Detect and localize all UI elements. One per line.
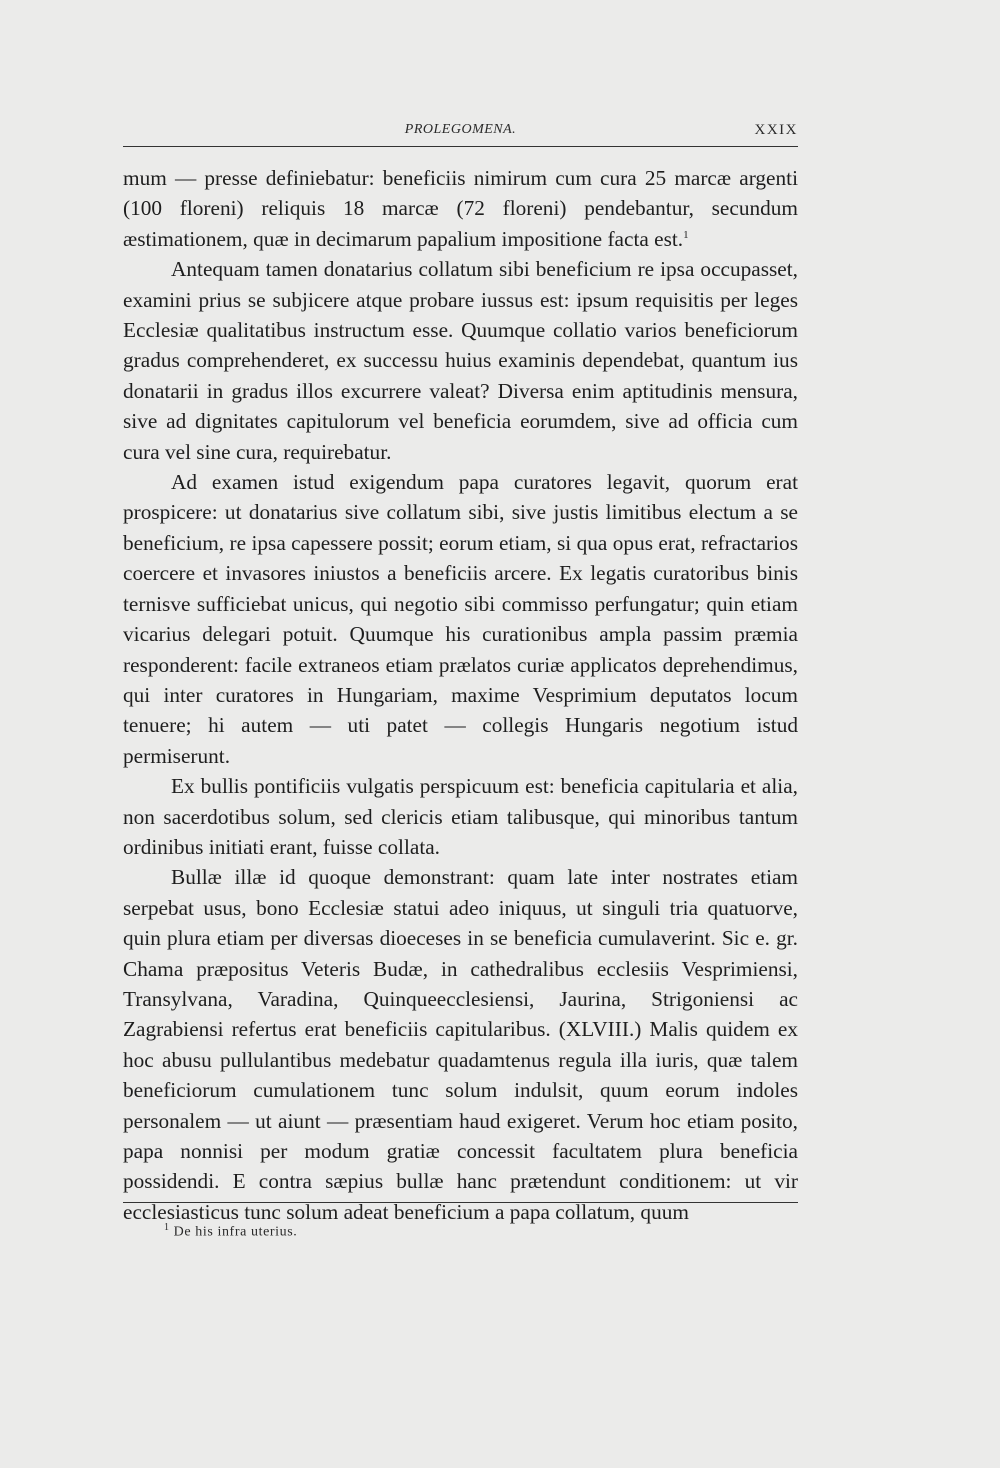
page-header xyxy=(123,122,798,147)
paragraph-1-text: mum — presse definiebatur: beneficiis nimirum cum cura 25 marcæ argenti (100 floreni) reliquis 18 marcæ (72 floreni) pendebantur, secundum æstimationem, quæ in decimarum papalium impositione facta est. xyxy=(123,166,798,251)
paragraph-5: Bullæ illæ id quoque demonstrant: quam late inter nostrates etiam serpebat usus, bono Ecclesiæ statui adeo iniquus, ut singuli tria quatuorve, quin plura etiam per diversas dioeceses in se beneficia cumulaverint. Sic e. gr. Chama præpositus Veteris Budæ, in cathedralibus ecclesiis Vesprimiensi, Transylvana, Varadina, Quinqueecclesiensi, Jaurina, Strigoniensi ac Zagrabiensi refertus erat beneficiis capitularibus. (XLVIII.) Malis quidem ex hoc abusu pullulantibus medebatur quadamtenus regula illa iuris, quæ talem beneficiorum cumulationem tunc solum indulsit, quum eorum indoles personalem — ut aiunt — præsentiam haud exigeret. Verum hoc etiam posito, papa nonnisi per modum gratiæ concessit facultatem plura beneficia possidendi. E contra sæpius bullæ hanc prætendunt conditionem: ut vir ecclesiasticus tunc solum adeat beneficium a papa collatum, quum xyxy=(123,865,798,1224)
paragraph-2: Antequam tamen donatarius collatum sibi beneficium re ipsa occupasset, examini prius se subjicere atque probare iussus est: ipsum requisitis per leges Ecclesiæ qualitatibus instructum esse. Quumque collatio varios beneficiorum gradus comprehenderet, ex successu huius examinis dependebat, quantum ius donatarii in gradus illos excurrere valeat? Diversa enim aptitudinis mensura, sive ad dignitates capitulorum vel beneficia eorumdem, sive ad officia cum cura vel sine cura, requirebatur. xyxy=(123,257,798,464)
running-head: PROLEGOMENA. xyxy=(404,122,517,137)
paragraph-1 xyxy=(123,163,798,254)
footnote xyxy=(164,1222,297,1241)
footnote-divider xyxy=(123,1202,798,1203)
footnote-text: De his infra uterius. xyxy=(173,1224,298,1240)
paragraph-4: Ex bullis pontificiis vulgatis perspicuum est: beneficia capitularia et alia, non sacerdotibus solum, sed clericis etiam talibusque, qui minoribus tantum ordinibus initiati erant, fuisse collata. xyxy=(123,774,798,859)
footnote-mark: 1 xyxy=(164,1222,170,1233)
page-number: XXIX xyxy=(754,122,798,138)
footnote-reference: 1 xyxy=(683,228,689,241)
paragraph-3: Ad examen istud exigendum papa curatores legavit, quorum erat prospicere: ut donatarius sive collatum sibi, sive justis limitibus electum a se beneficium, re ipsa capessere possit; eorum etiam, si qua opus erat, refractarios coercere et invasores iniustos a beneficiis arcere. Ex legatis curatoribus binis ternisve sufficiebat unicus, qui negotio sibi commisso perfungatur; quin etiam vicarius delegari potuit. Quumque his curationibus ampla passim præmia responderent: facile extraneos etiam prælatos curiæ applicatos deprehendimus, qui inter curatores in Hungariam, maxime Vesprimium deputatos locum tenuere; hi autem — uti patet — collegis Hungaris negotium istud permiserunt. xyxy=(123,470,798,768)
main-text xyxy=(123,163,798,1227)
